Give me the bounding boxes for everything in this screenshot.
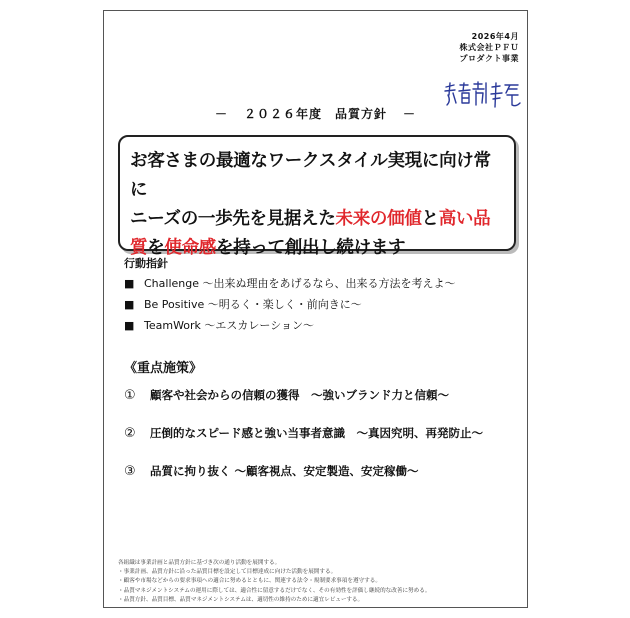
policy-highlight: 未来の価値 [335, 209, 422, 229]
quality-policy-statement [118, 135, 516, 258]
policy-highlight: 使命感 [164, 238, 217, 258]
footnotes [118, 559, 518, 605]
measure-text: 品質に拘り抜く ～顧客視点、安定製造、安定稼働～ [150, 464, 419, 478]
footnote-line: ・品質マネジメントシステムの運用に際しては、適合性に留意するだけでなく、その有効性を評価し継続的な改善に努める。 [118, 587, 431, 594]
guidelines-heading: 行動指針 [124, 257, 168, 270]
guideline-text: TeamWork ～エスカレーション～ [144, 319, 314, 332]
measure-number: ① [124, 388, 136, 403]
policy-text: を持って創出し続けます [216, 238, 406, 258]
company-name: 株式会社ＰＦＵ [459, 43, 519, 52]
square-bullet-icon: ■ [124, 277, 135, 290]
measure-item [124, 387, 449, 403]
policy-text: と [421, 209, 439, 229]
guideline-item [124, 273, 456, 294]
guideline-text: Be Positive ～明るく・楽しく・前向きに～ [144, 298, 362, 311]
footnote-line: ・顧客や市場などからの要求事項への適合に努めるとともに、関連する法令・規制要求事項を遵守する。 [118, 578, 381, 585]
policy-highlight: 高い品 [438, 209, 491, 229]
policy-text: ニーズの一歩先を見据えた [130, 209, 336, 229]
measure-item [124, 463, 419, 479]
policy-text: お客さまの最適なワークスタイル実現に向け常に [130, 151, 491, 200]
guideline-text: Challenge ～出来ぬ理由をあげるなら、出来る方法を考えよ～ [144, 277, 456, 290]
guideline-item [124, 294, 456, 315]
measure-item [124, 425, 483, 441]
issue-date: 2026年4月 [471, 32, 519, 41]
measure-number: ② [124, 426, 136, 441]
key-measures-heading: 《重点施策》 [124, 361, 203, 376]
policy-highlight: 質 [130, 238, 148, 258]
title-text: ２０２６年度 品質方針 [243, 107, 387, 121]
footnote-line: ・事業計画、品質方針に沿った品質目標を設定して目標達成に向けた活動を展開する。 [118, 569, 337, 576]
footnote-line: 各組織は事業計画と品質方針に基づき次の通り活動を展開する。 [118, 560, 281, 566]
guideline-item [124, 315, 456, 336]
issuer-block [460, 31, 520, 64]
policy-text: を [147, 238, 165, 258]
document-title [104, 105, 527, 122]
measure-text: 顧客や社会からの信頼の獲得 ～強いブランド力と信頼～ [150, 388, 449, 402]
document-page [103, 10, 528, 608]
measure-number: ③ [124, 464, 136, 479]
policy-line [130, 147, 504, 205]
square-bullet-icon: ■ [124, 319, 135, 332]
title-dash-left: － [214, 107, 228, 121]
footnote-line: ・品質方針、品質目標、品質マネジメントシステムは、適切性の維持のために適宜レビューする。 [118, 596, 364, 603]
guidelines-list [124, 273, 456, 336]
policy-line [130, 234, 504, 263]
title-dash-right: － [403, 107, 417, 121]
division-name: プロダクト事業 [459, 54, 519, 63]
policy-line [130, 205, 504, 234]
measure-text: 圧倒的なスピード感と強い当事者意識 ～真因究明、再発防止～ [150, 426, 484, 440]
square-bullet-icon: ■ [124, 298, 135, 311]
